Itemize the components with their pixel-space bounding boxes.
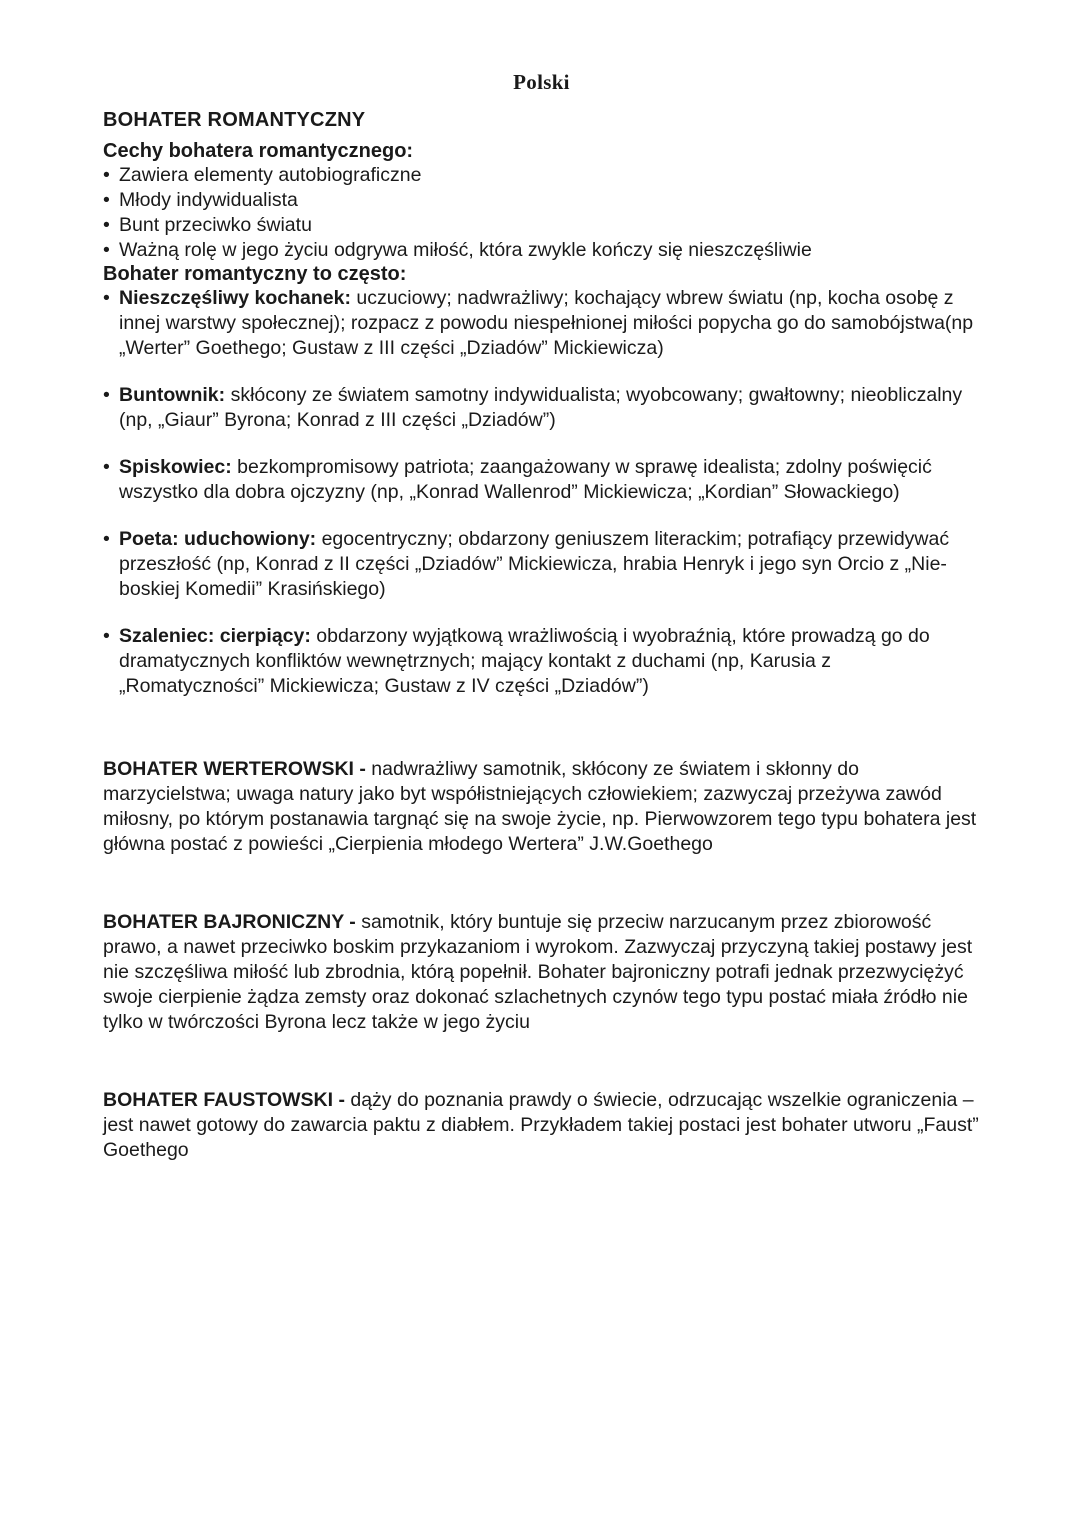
definition-text: samotnik, który buntuje się przeciw narzucanym przez zbiorowość prawo, a nawet przeciwko boskim przykazaniom i wyrokom. Zazwyczaj przyczyną takiej postawy jest nie szczęśliwa miłość lub zbrodnia, którą popełnił. Bohater bajroniczny potrafi jednak przezwyciężyć swoje cierpienie żądza zemsty oraz dokonać szlachetnych czynów tego typu postać miała źródło nie tylko w twórczości Byrona lecz także w jego życiu xyxy=(103,911,973,1033)
features-heading: Cechy bohatera romantycznego: xyxy=(103,140,414,162)
type-term: Buntownik: xyxy=(119,384,226,406)
type-description: bezkompromisowy patriota; zaangażowany w sprawę idealista; zdolny poświęcić wszystko dla dobra ojczyzny (np, „Konrad Wallenrod” Mickiewicza; „Kordian” Słowackiego) xyxy=(119,456,932,503)
list-item xyxy=(103,286,980,361)
list-item xyxy=(103,527,980,602)
main-heading: BOHATER ROMANTYCZNY xyxy=(103,109,366,131)
type-term: Szaleniec: cierpiący: xyxy=(119,625,311,647)
types-list xyxy=(103,286,980,699)
type-term: Nieszczęśliwy kochanek: xyxy=(119,287,351,309)
list-item: • Młody indywidualista xyxy=(103,188,980,213)
type-term: Poeta: uduchowiony: xyxy=(119,528,317,550)
type-description: skłócony ze światem samotny indywidualista; wyobcowany; gwałtowny; nieobliczalny (np, „Giaur” Byrona; Konrad z III części „Dziadów”) xyxy=(119,384,963,431)
faustowski-definition xyxy=(103,1088,980,1163)
list-item xyxy=(103,383,980,433)
types-heading: Bohater romantyczny to często: xyxy=(103,263,407,285)
definition-term: BOHATER BAJRONICZNY - xyxy=(103,911,356,933)
list-item: • Zawiera elementy autobiograficzne xyxy=(103,163,980,188)
page-title: Polski xyxy=(513,70,570,94)
definition-term: BOHATER WERTEROWSKI - xyxy=(103,758,366,780)
werterowski-definition xyxy=(103,757,980,857)
bajroniczny-definition xyxy=(103,910,980,1035)
list-item xyxy=(103,455,980,505)
list-item: • Ważną rolę w jego życiu odgrywa miłość, która zwykle kończy się nieszczęśliwie xyxy=(103,238,980,263)
definition-term: BOHATER FAUSTOWSKI - xyxy=(103,1089,345,1111)
list-item: • Bunt przeciwko światu xyxy=(103,213,980,238)
type-description: obdarzony wyjątkową wrażliwością i wyobraźnią, które prowadzą go do dramatycznych konfliktów wewnętrznych; mający kontakt z duchami (np, Karusia z „Romatyczności” Mickiewicza; Gustaw z IV części „Dziadów”) xyxy=(119,625,930,697)
definition-text: nadwrażliwy samotnik, skłócony ze światem i skłonny do marzycielstwa; uwaga natury jako byt współistniejących człowiekiem; zazwyczaj przeżywa zawód miłosny, po którym postanawia targnąć się na swoje życie, np. Pierwowzorem tego typu bohatera jest główna postać z powieści „Cierpienia młodego Wertera” J.W.Goethego xyxy=(103,758,977,855)
type-description: egocentryczny; obdarzony geniuszem literackim; potrafiący przewidywać przeszłość (np, Konrad z II części „Dziadów” Mickiewicza, hrabia Henryk i jego syn Orcio z „Nie-boskiej Komedii” Krasińskiego) xyxy=(119,528,950,600)
features-list xyxy=(103,163,980,263)
type-description: uczuciowy; nadwrażliwy; kochający wbrew światu (np, kocha osobę z innej warstwy społecznej); rozpacz z powodu niespełnionej miłości popycha go do samobójstwa(np „Werter” Goethego; Gustaw z III części „Dziadów” Mickiewicza) xyxy=(119,287,974,359)
list-item xyxy=(103,624,980,699)
definition-text: dąży do poznania prawdy o świecie, odrzucając wszelkie ograniczenia – jest nawet gotowy do zawarcia paktu z diabłem. Przykładem takiej postaci jest bohater utworu „Faust” Goethego xyxy=(103,1089,979,1161)
type-term: Spiskowiec: xyxy=(119,456,232,478)
